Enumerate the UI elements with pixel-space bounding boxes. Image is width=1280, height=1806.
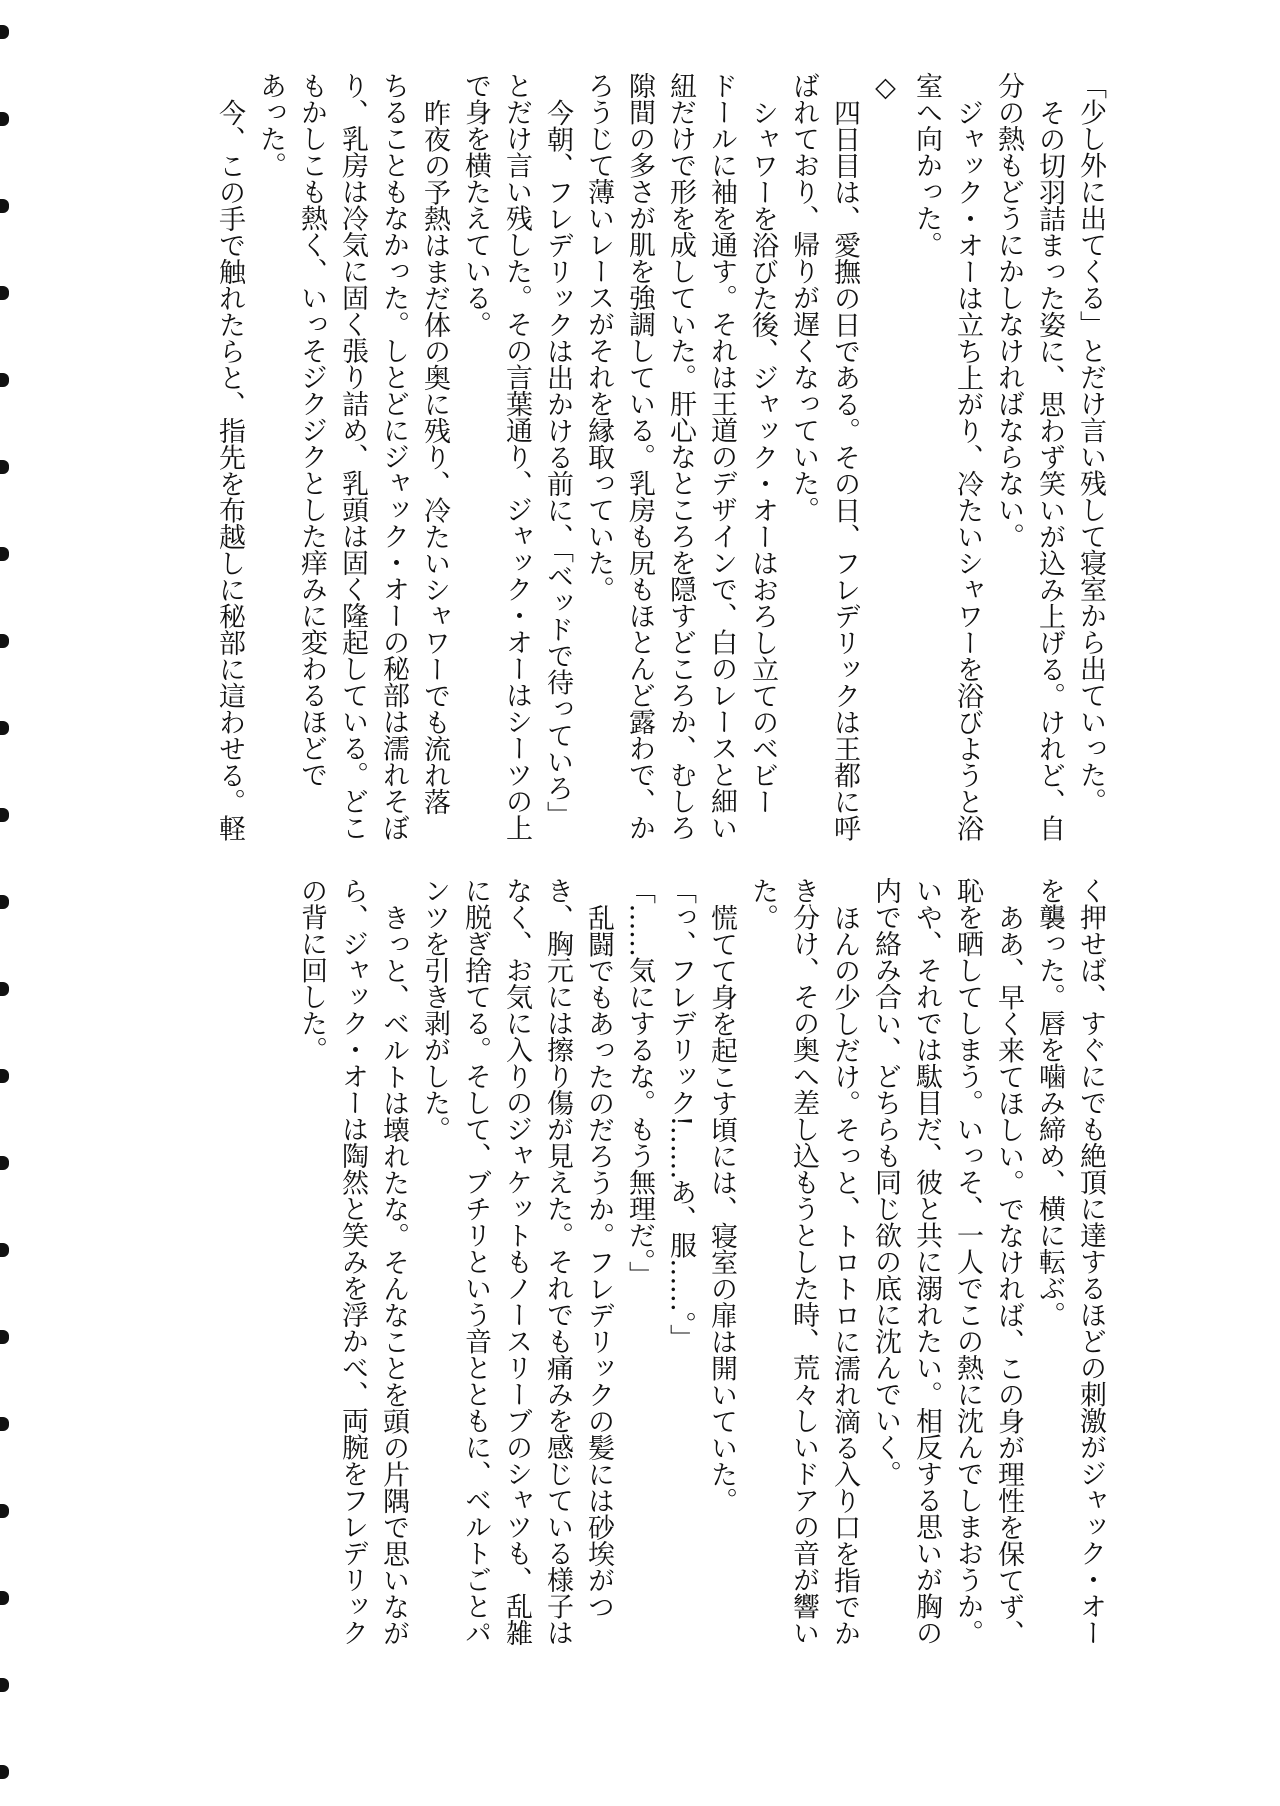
punch-hole-mark (0, 1069, 9, 1083)
punch-hole-mark (0, 286, 9, 300)
text-line: ンツを引き剥がした。 (419, 877, 450, 1142)
text-line: 今朝、フレデリックは出かける前に、「ベッドで待っていろ」 (542, 99, 573, 828)
text-line: で身を横たえている。 (460, 72, 491, 337)
text-line: 室へ向かった。 (911, 72, 942, 258)
punch-hole-mark (0, 25, 9, 39)
punch-hole-mark (0, 1330, 9, 1344)
text-line: とだけ言い残した。その言葉通り、ジャック・オーはシーツの上 (501, 72, 532, 841)
punch-hole-mark (0, 721, 9, 735)
punch-hole-mark (0, 1591, 9, 1605)
text-line: ちることもなかった。しとどにジャック・オーの秘部は濡れそぼ (378, 72, 409, 841)
text-line: 四日目は、愛撫の日である。その日、フレデリックは王都に呼 (829, 99, 860, 841)
text-line: シャワーを浴びた後、ジャック・オーはおろし立てのベビー (747, 99, 778, 815)
text-line: あった。 (255, 72, 286, 178)
text-line: 恥を晒してしまう。いっそ、一人でこの熱に沈んでしまおうか。 (952, 877, 983, 1646)
text-line: 内で絡み合い、どちらも同じ欲の底に沈んでいく。 (870, 877, 901, 1487)
text-line: く押せば、すぐにでも絶頂に達するほどの刺激がジャック・オー (1075, 877, 1106, 1646)
text-line: ああ、早く来てほしい。でなければ、この身が理性を保てず、 (993, 904, 1024, 1646)
text-line: その切羽詰まった姿に、思わず笑いが込み上げる。けれど、自 (1034, 99, 1065, 841)
section-divider: ◇ (870, 72, 901, 103)
text-line: 紐だけで形を成していた。肝心なところを隠すどころか、むしろ (665, 72, 696, 841)
punch-hole-mark (0, 1504, 9, 1518)
punch-hole-mark (0, 634, 9, 648)
text-line: き分け、その奥へ差し込もうとした時、荒々しいドアの音が響い (788, 877, 819, 1646)
punch-hole-mark (0, 808, 9, 822)
punch-hole-mark (0, 460, 9, 474)
text-line: きっと、ベルトは壊れたな。そんなことを頭の片隅で思いなが (378, 904, 409, 1646)
punch-hole-mark (0, 1156, 9, 1170)
text-line: を襲った。唇を噛み締め、横に転ぶ。 (1034, 877, 1065, 1328)
text-line: ら、ジャック・オーは陶然と笑みを浮かべ、両腕をフレデリック (337, 877, 368, 1646)
punch-hole-mark (0, 373, 9, 387)
text-line: 「……気にするな。もう無理だ。」 (624, 877, 655, 1288)
text-line: 「っ、フレデリック!……あ、服……。」 (665, 877, 696, 1351)
text-block-lower (168, 877, 1111, 1657)
text-line: 隙間の多さが肌を強調している。乳房も尻もほとんど露わで、か (624, 72, 655, 841)
text-block-upper (168, 72, 1111, 852)
punch-hole-mark (0, 112, 9, 126)
text-line: た。 (747, 877, 778, 930)
text-line: 分の熱もどうにかしなければならない。 (993, 72, 1024, 549)
text-line: ばれており、帰りが遅くなっていた。 (788, 72, 819, 523)
punch-hole-mark (0, 1765, 9, 1779)
text-line: ろうじて薄いレースがそれを縁取っていた。 (583, 72, 614, 602)
punch-hole-mark (0, 547, 9, 561)
text-line: 昨夜の予熱はまだ体の奥に残り、冷たいシャワーでも流れ落 (419, 99, 450, 815)
text-line: り、乳房は冷気に固く張り詰め、乳頭は固く隆起している。どこ (337, 72, 368, 841)
punch-hole-mark (0, 895, 9, 909)
text-line: の背に回した。 (296, 877, 327, 1063)
text-line: なく、お気に入りのジャケットもノースリーブのシャツも、乱雑 (501, 877, 532, 1646)
text-line: もかしこも熱く、いっそジクジクとした痒みに変わるほどで (296, 72, 327, 788)
text-line: いや、それでは駄目だ、彼と共に溺れたい。相反する思いが胸の (911, 877, 942, 1646)
text-line: き、胸元には擦り傷が見えた。それでも痛みを感じている様子は (542, 877, 573, 1646)
punch-hole-mark (0, 199, 9, 213)
punch-hole-mark (0, 1678, 9, 1692)
text-line: 「少し外に出てくる」とだけ言い残して寝室から出ていった。 (1075, 72, 1106, 814)
text-line: に脱ぎ捨てる。そして、ブチリという音とともに、ベルトごとパ (460, 877, 491, 1646)
text-line: ドールに袖を通す。それは王道のデザインで、白のレースと細い (706, 72, 737, 841)
punch-hole-mark (0, 1243, 9, 1257)
text-line: 今、この手で触れたらと、指先を布越しに秘部に這わせる。軽 (214, 99, 245, 841)
text-line: ほんの少しだけ。そっと、トロトロに濡れ滴る入り口を指でか (829, 904, 860, 1646)
text-line: 乱闘でもあったのだろうか。フレデリックの髪には砂埃がつ (583, 904, 614, 1620)
text-line: ジャック・オーは立ち上がり、冷たいシャワーを浴びようと浴 (952, 99, 983, 841)
punch-hole-mark (0, 982, 9, 996)
text-line: 慌てて身を起こす頃には、寝室の扉は開いていた。 (706, 904, 737, 1514)
punch-hole-mark (0, 1417, 9, 1431)
